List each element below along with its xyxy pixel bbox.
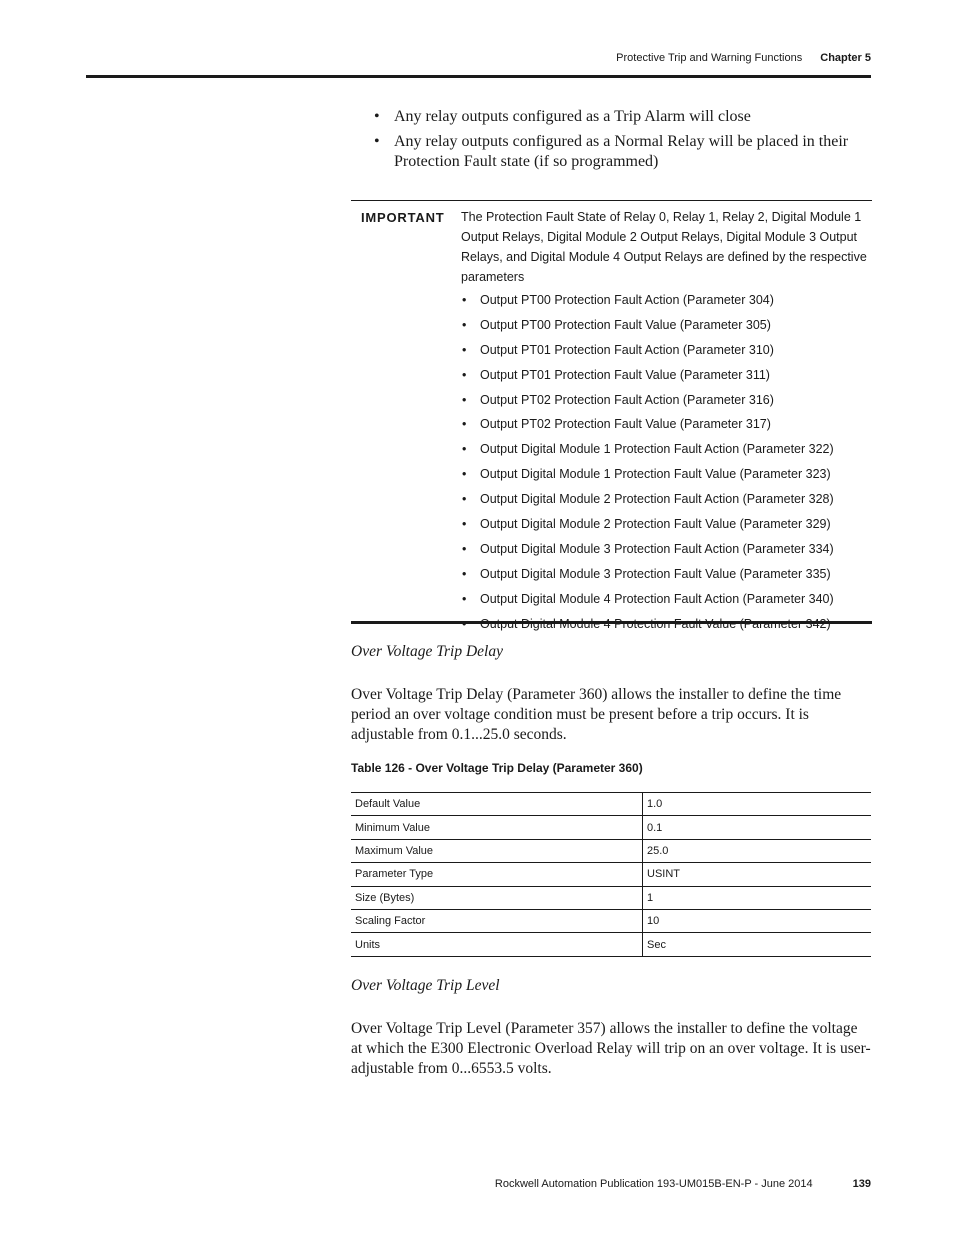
page-number: 139 [852, 1178, 871, 1190]
list-item: • Output Digital Module 3 Protection Fault Action (Parameter 334) [461, 539, 871, 564]
section-heading-trip-level: Over Voltage Trip Level [351, 977, 500, 994]
list-item: • Output Digital Module 4 Protection Fault Action (Parameter 340) [461, 589, 871, 614]
table-cell-value: Sec [643, 933, 872, 956]
header-chapter: Chapter 5 [820, 52, 871, 64]
table-cell-label: Minimum Value [351, 816, 643, 839]
important-intro: The Protection Fault State of Relay 0, Relay 1, Relay 2, Digital Module 1 Output Relays, Digital Module 2 Output Relays, Digital Module 3 Output Relays, and Digital Module 4 Output Relays are defined by the respective parameters [461, 210, 867, 284]
parameter-table [351, 792, 871, 957]
footer-publication: Rockwell Automation Publication 193-UM015B-EN-P - June 2014 [494, 1178, 813, 1190]
page-footer [0, 1178, 871, 1190]
important-label: IMPORTANT [361, 210, 445, 225]
table-cell-value: 10 [643, 909, 872, 932]
table-caption: Table 126 - Over Voltage Trip Delay (Parameter 360) [351, 761, 643, 775]
table-cell-label: Size (Bytes) [351, 886, 643, 909]
paragraph-trip-delay: Over Voltage Trip Delay (Parameter 360) allows the installer to define the time period an over voltage condition must be present before a trip occurs. It is adjustable from 0.1...25.0 seconds. [351, 686, 842, 743]
table-row [351, 933, 871, 956]
list-item: • Output Digital Module 4 Protection Fault Value (Parameter 342) [461, 614, 871, 639]
list-item: • Any relay outputs configured as a Trip Alarm will close [372, 107, 872, 127]
parameter-list [461, 290, 871, 638]
table-cell-label: Default Value [351, 793, 643, 816]
list-item: • Output Digital Module 2 Protection Fault Value (Parameter 329) [461, 514, 871, 539]
table-cell-value: 1 [643, 886, 872, 909]
list-item: • Output Digital Module 1 Protection Fault Action (Parameter 322) [461, 439, 871, 464]
table-row [351, 863, 871, 886]
table-cell-label: Parameter Type [351, 863, 643, 886]
header-rule [86, 75, 871, 78]
top-bullet-list [372, 107, 872, 177]
table-cell-label: Units [351, 933, 643, 956]
table-cell-label: Maximum Value [351, 839, 643, 862]
section-heading-trip-delay: Over Voltage Trip Delay [351, 643, 503, 660]
list-item: • Any relay outputs configured as a Normal Relay will be placed in their Protection Fault state (if so programmed) [372, 132, 872, 172]
table-cell-value: 0.1 [643, 816, 872, 839]
table-row [351, 793, 871, 816]
list-item: • Output PT02 Protection Fault Action (Parameter 316) [461, 390, 871, 415]
list-item: • Output PT00 Protection Fault Value (Parameter 305) [461, 315, 871, 340]
running-header [0, 52, 871, 68]
table-cell-label: Scaling Factor [351, 909, 643, 932]
important-body [461, 207, 871, 638]
table-row [351, 839, 871, 862]
list-item: • Output PT01 Protection Fault Action (Parameter 310) [461, 340, 871, 365]
paragraph-trip-level: Over Voltage Trip Level (Parameter 357) allows the installer to define the voltage at which the E300 Electronic Overload Relay will trip on an over voltage. It is user-adjustable from 0...6553.5 volts. [351, 1020, 871, 1077]
header-section-title: Protective Trip and Warning Functions [616, 52, 803, 64]
list-item: • Output Digital Module 2 Protection Fault Action (Parameter 328) [461, 489, 871, 514]
table-row [351, 909, 871, 932]
important-box [351, 200, 872, 631]
list-item: • Output PT00 Protection Fault Action (Parameter 304) [461, 290, 871, 315]
table-cell-value: 25.0 [643, 839, 872, 862]
list-item: • Output Digital Module 3 Protection Fault Value (Parameter 335) [461, 564, 871, 589]
list-item: • Output PT02 Protection Fault Value (Parameter 317) [461, 414, 871, 439]
table-cell-value: 1.0 [643, 793, 872, 816]
table-cell-value: USINT [643, 863, 872, 886]
table-row [351, 886, 871, 909]
list-item: • Output PT01 Protection Fault Value (Parameter 311) [461, 365, 871, 390]
table-row [351, 816, 871, 839]
list-item: • Output Digital Module 1 Protection Fault Value (Parameter 323) [461, 464, 871, 489]
